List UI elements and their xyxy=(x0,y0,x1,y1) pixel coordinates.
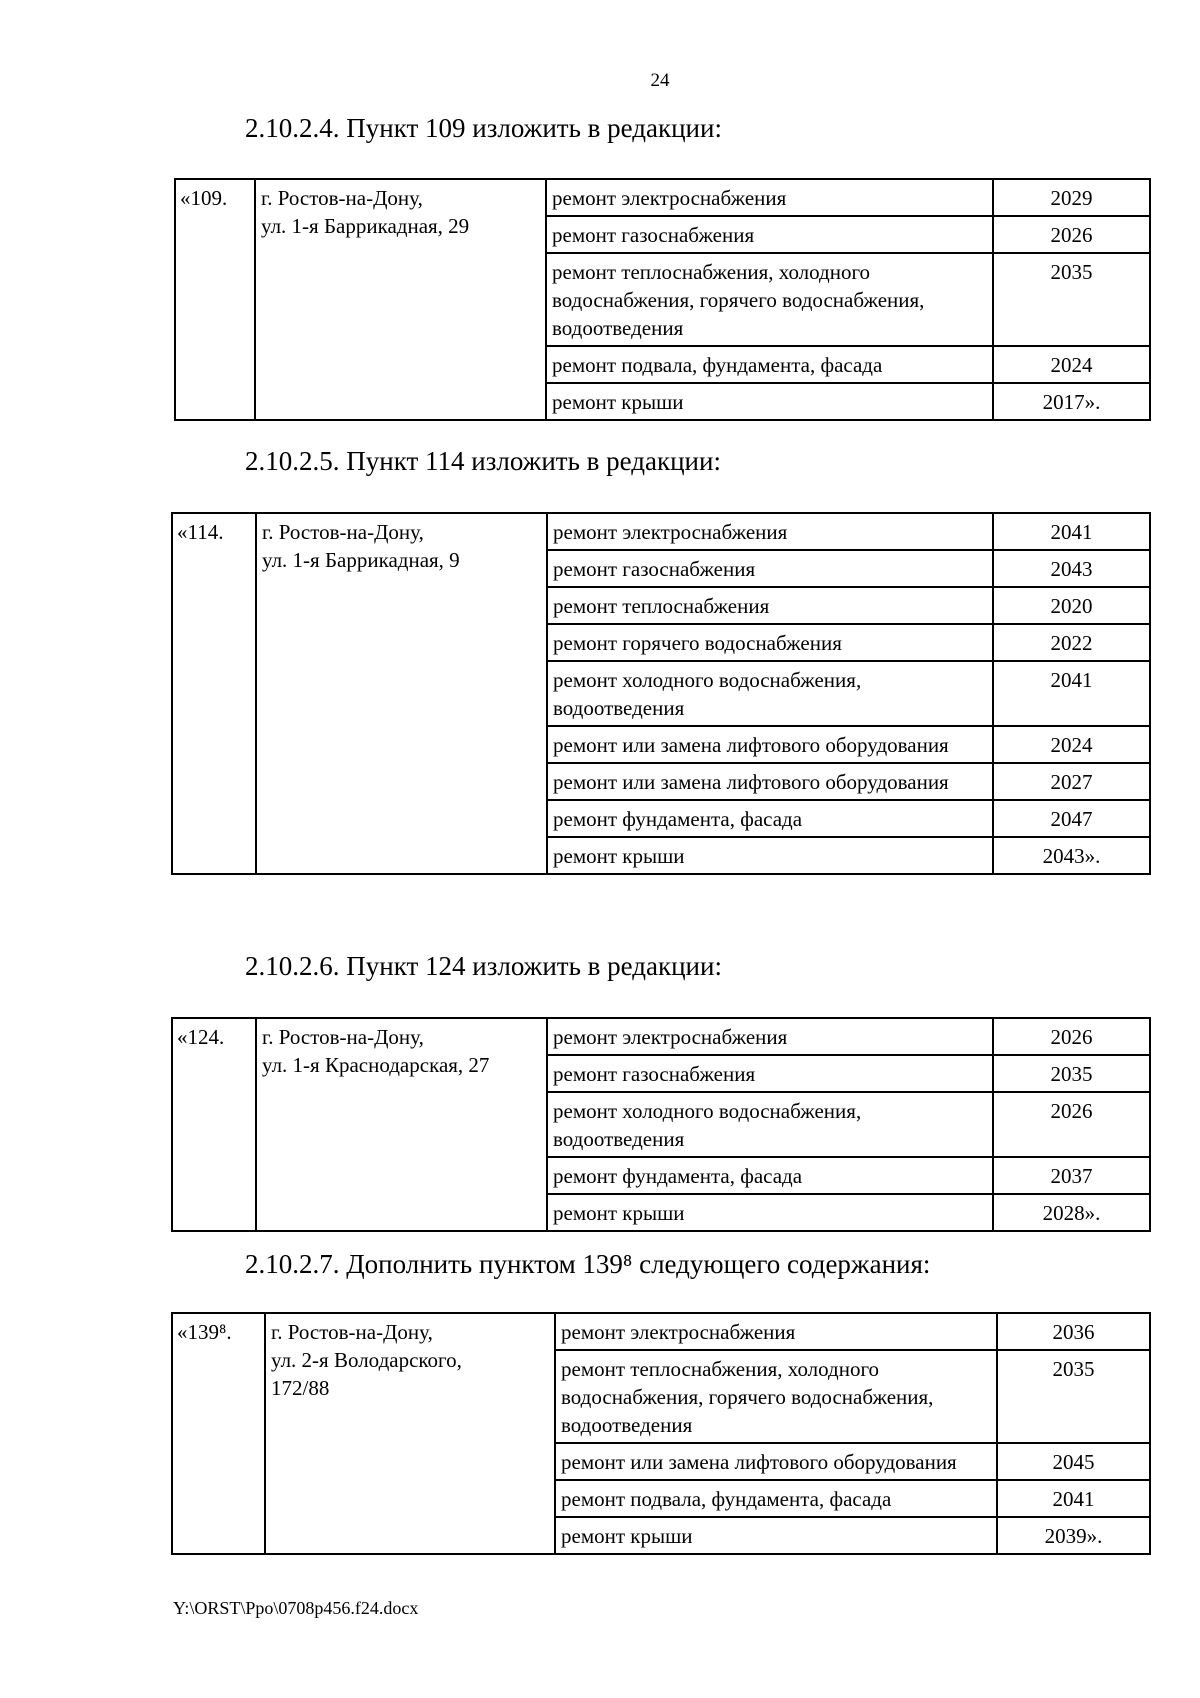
section-heading-114: 2.10.2.5. Пункт 114 изложить в редакции: xyxy=(245,446,721,476)
table-row xyxy=(172,513,1150,550)
item-number-cell: «109. xyxy=(175,179,255,420)
year-cell: 2041 xyxy=(997,1480,1150,1517)
work-cell: ремонт или замена лифтового оборудования xyxy=(547,726,993,763)
year-cell: 2036 xyxy=(997,1313,1150,1350)
work-cell: ремонт или замена лифтового оборудования xyxy=(555,1443,997,1480)
section-heading-124: 2.10.2.6. Пункт 124 изложить в редакции: xyxy=(245,951,722,981)
work-cell: ремонт газоснабжения xyxy=(547,550,993,587)
work-cell: ремонт газоснабжения xyxy=(546,216,993,253)
address-cell: г. Ростов-на-Дону, ул. 1-я Краснодарская, 27 xyxy=(256,1018,547,1231)
year-cell: 2037 xyxy=(993,1157,1150,1194)
item-table-124 xyxy=(171,1017,1151,1232)
year-cell: 2029 xyxy=(993,179,1150,216)
year-cell: 2026 xyxy=(993,1092,1150,1157)
year-cell: 2041 xyxy=(993,513,1150,550)
year-cell: 2026 xyxy=(993,216,1150,253)
work-cell: ремонт или замена лифтового оборудования xyxy=(547,763,993,800)
work-cell: ремонт холодного водоснабжения, водоотведения xyxy=(547,661,993,726)
year-cell: 2047 xyxy=(993,800,1150,837)
work-cell: ремонт теплоснабжения xyxy=(547,587,993,624)
year-cell: 2022 xyxy=(993,624,1150,661)
year-cell: 2027 xyxy=(993,763,1150,800)
address-cell: г. Ростов-на-Дону, ул. 1-я Баррикадная, 29 xyxy=(255,179,546,420)
work-cell: ремонт фундамента, фасада xyxy=(547,800,993,837)
year-cell: 2024 xyxy=(993,346,1150,383)
item-number-cell: «124. xyxy=(172,1018,256,1231)
work-cell: ремонт электроснабжения xyxy=(547,1018,993,1055)
item-table-139-8 xyxy=(171,1312,1151,1555)
item-table-114 xyxy=(171,512,1151,875)
work-cell: ремонт электроснабжения xyxy=(546,179,993,216)
item-table-109 xyxy=(174,178,1151,421)
work-cell: ремонт подвала, фундамента, фасада xyxy=(555,1480,997,1517)
year-cell: 2028». xyxy=(993,1194,1150,1231)
year-cell: 2041 xyxy=(993,661,1150,726)
section-heading-109: 2.10.2.4. Пункт 109 изложить в редакции: xyxy=(245,113,722,143)
work-cell: ремонт крыши xyxy=(547,1194,993,1231)
item-number-cell: «114. xyxy=(172,513,256,874)
work-cell: ремонт электроснабжения xyxy=(547,513,993,550)
year-cell: 2039». xyxy=(997,1517,1150,1554)
work-cell: ремонт горячего водоснабжения xyxy=(547,624,993,661)
work-cell: ремонт крыши xyxy=(547,837,993,874)
year-cell: 2035 xyxy=(993,1055,1150,1092)
table-row xyxy=(175,179,1150,216)
work-cell: ремонт крыши xyxy=(555,1517,997,1554)
item-number-cell: «139⁸. xyxy=(172,1313,265,1554)
work-cell: ремонт подвала, фундамента, фасада xyxy=(546,346,993,383)
address-cell: г. Ростов-на-Дону, ул. 1-я Баррикадная, 9 xyxy=(256,513,547,874)
year-cell: 2045 xyxy=(997,1443,1150,1480)
work-cell: ремонт электроснабжения xyxy=(555,1313,997,1350)
section-heading-139-8: 2.10.2.7. Дополнить пунктом 139⁸ следующего содержания: xyxy=(245,1249,931,1279)
year-cell: 2017». xyxy=(993,383,1150,420)
year-cell: 2035 xyxy=(993,253,1150,346)
year-cell: 2020 xyxy=(993,587,1150,624)
table-row xyxy=(172,1018,1150,1055)
file-path-footer: Y:\ORST\Ppo\0708p456.f24.docx xyxy=(173,1598,419,1618)
work-cell: ремонт газоснабжения xyxy=(547,1055,993,1092)
year-cell: 2043». xyxy=(993,837,1150,874)
year-cell: 2035 xyxy=(997,1350,1150,1443)
work-cell: ремонт теплоснабжения, холодного водоснабжения, горячего водоснабжения, водоотведения xyxy=(555,1350,997,1443)
year-cell: 2024 xyxy=(993,726,1150,763)
work-cell: ремонт фундамента, фасада xyxy=(547,1157,993,1194)
table-row xyxy=(172,1313,1150,1350)
address-cell: г. Ростов-на-Дону, ул. 2-я Володарского, 172/88 xyxy=(265,1313,555,1554)
work-cell: ремонт холодного водоснабжения, водоотведения xyxy=(547,1092,993,1157)
page-number: 24 xyxy=(650,70,670,91)
year-cell: 2026 xyxy=(993,1018,1150,1055)
work-cell: ремонт крыши xyxy=(546,383,993,420)
work-cell: ремонт теплоснабжения, холодного водоснабжения, горячего водоснабжения, водоотведения xyxy=(546,253,993,346)
year-cell: 2043 xyxy=(993,550,1150,587)
